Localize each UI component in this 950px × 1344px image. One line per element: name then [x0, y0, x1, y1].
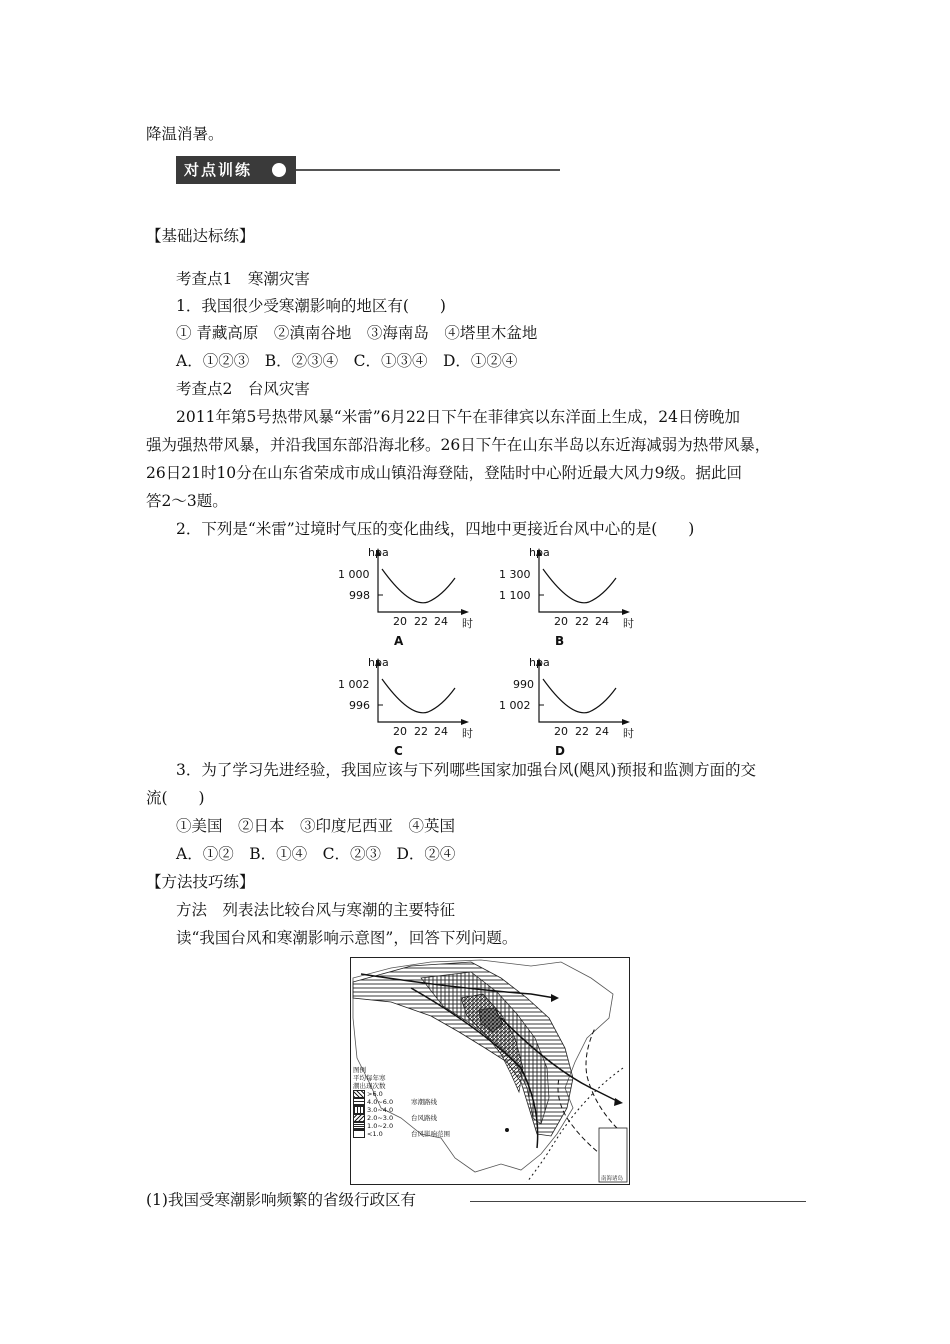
legend-class-3: 3.0~4.0 [367, 1106, 394, 1114]
q-map-1: (1)我国受寒潮影响频繁的省级行政区有 [146, 1191, 416, 1209]
legend-coldwave-route: 寒潮路线 [411, 1098, 437, 1106]
chart-d-unit: hpa [529, 656, 550, 669]
chart-c-unit: hpa [368, 656, 389, 669]
chart-d-axes [539, 664, 624, 722]
legend-swatch-3 [353, 1106, 365, 1114]
legend-class-5: 1.0~2.0 [367, 1122, 394, 1130]
chart-a-unit: hpa [368, 546, 389, 559]
q1-choices: A．①②③ B．②③④ C．①③④ D．①②④ [176, 352, 518, 370]
q3-choices: A．①② B．①④ C．②③ D．②④ [176, 845, 456, 863]
chart-d-xtick-3: 24 [595, 725, 609, 738]
q3-stem-line2: 流( ) [146, 789, 205, 807]
intro-tail: 降温消暑。 [146, 125, 224, 143]
legend-row-6 [353, 1130, 453, 1138]
chart-b-xunit: 时 [623, 617, 634, 630]
legend-row-5 [353, 1122, 453, 1130]
map-typhoon-route-2 [586, 1028, 623, 1134]
chart-b-xtick-1: 20 [554, 615, 568, 628]
chart-b-caption: B [555, 634, 565, 648]
banner-rule [296, 169, 560, 171]
map-legend [353, 1066, 453, 1138]
chart-c-curve [382, 679, 455, 713]
map-route-arrow-icon [551, 994, 559, 1002]
chart-d-curve [543, 679, 616, 713]
chart-a-caption: A [394, 634, 404, 648]
chart-c-axes [378, 664, 463, 722]
chart-d-xunit: 时 [623, 727, 634, 740]
chart-d-caption: D [555, 744, 565, 758]
legend-typhoon-route: 台风路线 [411, 1114, 437, 1122]
legend-row-2 [353, 1098, 453, 1106]
legend-swatch-4 [353, 1114, 365, 1122]
chart-b-ytick-1: 1 300 [499, 568, 531, 581]
basic-heading: 【基础达标练】 [146, 227, 255, 245]
chart-c-xtick-2: 22 [414, 725, 428, 738]
chart-c-xtick-3: 24 [434, 725, 448, 738]
passage-line-2: 强为强热带风暴，并沿我国东部沿海北移。26日下午在山东半岛以东近海减弱为热带风暴， [146, 436, 771, 454]
chart-b-ytick-2: 1 100 [499, 589, 531, 602]
legend-class-4: 2.0~3.0 [367, 1114, 394, 1122]
answer-blank-line[interactable] [470, 1201, 806, 1202]
pressure-chart-a [338, 546, 478, 646]
chart-b-unit: hpa [529, 546, 550, 559]
legend-row-1 [353, 1090, 453, 1098]
chart-a-xtick-2: 22 [414, 615, 428, 628]
legend-row-3 [353, 1106, 453, 1114]
chart-a-axes [378, 554, 463, 612]
legend-swatch-1 [353, 1090, 365, 1098]
chart-a-xtick-1: 20 [393, 615, 407, 628]
section-banner-label: 对点训练 [176, 156, 296, 184]
chart-d-ytick-1: 990 [513, 678, 534, 691]
method-title: 方法 列表法比较台风与寒潮的主要特征 [176, 901, 456, 919]
chart-c-xtick-1: 20 [393, 725, 407, 738]
q1-options: ① 青藏高原 ②滇南谷地 ③海南岛 ④塔里木盆地 [176, 324, 538, 342]
legend-class-1: >6.0 [367, 1090, 383, 1098]
chart-d-xtick-2: 22 [575, 725, 589, 738]
method-heading: 【方法技巧练】 [146, 873, 255, 891]
section-banner [176, 156, 560, 184]
legend-swatch-5 [353, 1122, 365, 1130]
legend-typhoon-range: 台风影响范围 [411, 1130, 450, 1138]
passage-line-4: 答2～3题。 [146, 492, 228, 510]
topic2-heading: 考查点2 台风灾害 [176, 380, 310, 398]
map-city-dot [505, 1128, 509, 1132]
legend-class-6: <1.0 [367, 1130, 383, 1138]
chart-b-axes [539, 554, 624, 612]
legend-title: 图例 [353, 1066, 366, 1074]
q1-stem: 1．我国很少受寒潮影响的地区有( ) [176, 297, 446, 315]
banner-dot-icon [272, 163, 286, 177]
chart-c-xunit: 时 [462, 727, 473, 740]
pressure-chart-d [499, 656, 639, 756]
legend-swatch-2 [353, 1098, 365, 1106]
map-route-arrow-icon-2 [614, 1098, 623, 1106]
chart-d-xtick-1: 20 [554, 725, 568, 738]
typhoon-coldwave-map [350, 957, 630, 1185]
legend-subtitle-1: 平均每年寒 [353, 1074, 386, 1082]
q2-stem: 2．下列是“米雷”过境时气压的变化曲线，四地中更接近台风中心的是( ) [176, 520, 695, 538]
chart-a-xunit: 时 [462, 617, 473, 630]
pressure-chart-b [499, 546, 639, 646]
pressure-chart-c [338, 656, 478, 756]
legend-swatch-6 [353, 1130, 365, 1138]
chart-c-ytick-1: 1 002 [338, 678, 370, 691]
map-inset-label: 南海诸岛 [601, 1176, 624, 1182]
chart-c-ytick-2: 996 [349, 699, 370, 712]
chart-a-ytick-1: 1 000 [338, 568, 370, 581]
q3-stem-line1: 3．为了学习先进经验，我国应该与下列哪些国家加强台风(飓风)预报和监测方面的交 [176, 761, 756, 779]
chart-b-curve [543, 569, 616, 603]
chart-d-ytick-2: 1 002 [499, 699, 531, 712]
chart-b-xtick-3: 24 [595, 615, 609, 628]
topic1-heading: 考查点1 寒潮灾害 [176, 270, 310, 288]
legend-class-2: 4.0~6.0 [367, 1098, 394, 1106]
legend-row-4 [353, 1114, 453, 1122]
chart-a-xtick-3: 24 [434, 615, 448, 628]
chart-a-ytick-2: 998 [349, 589, 370, 602]
passage-line-3: 26日21时10分在山东省荣成市成山镇沿海登陆，登陆时中心附近最大风力9级。据此回 [146, 464, 743, 482]
q3-options: ①美国 ②日本 ③印度尼西亚 ④英国 [176, 817, 456, 835]
chart-c-caption: C [394, 744, 403, 758]
map-intro: 读“我国台风和寒潮影响示意图”，回答下列问题。 [176, 929, 518, 947]
chart-a-curve [382, 569, 455, 603]
passage-line-1: 2011年第5号热带风暴“米雷”6月22日下午在菲律宾以东洋面上生成，24日傍晚加 [176, 408, 740, 426]
legend-subtitle-2: 潮出现次数 [353, 1082, 386, 1090]
chart-b-xtick-2: 22 [575, 615, 589, 628]
